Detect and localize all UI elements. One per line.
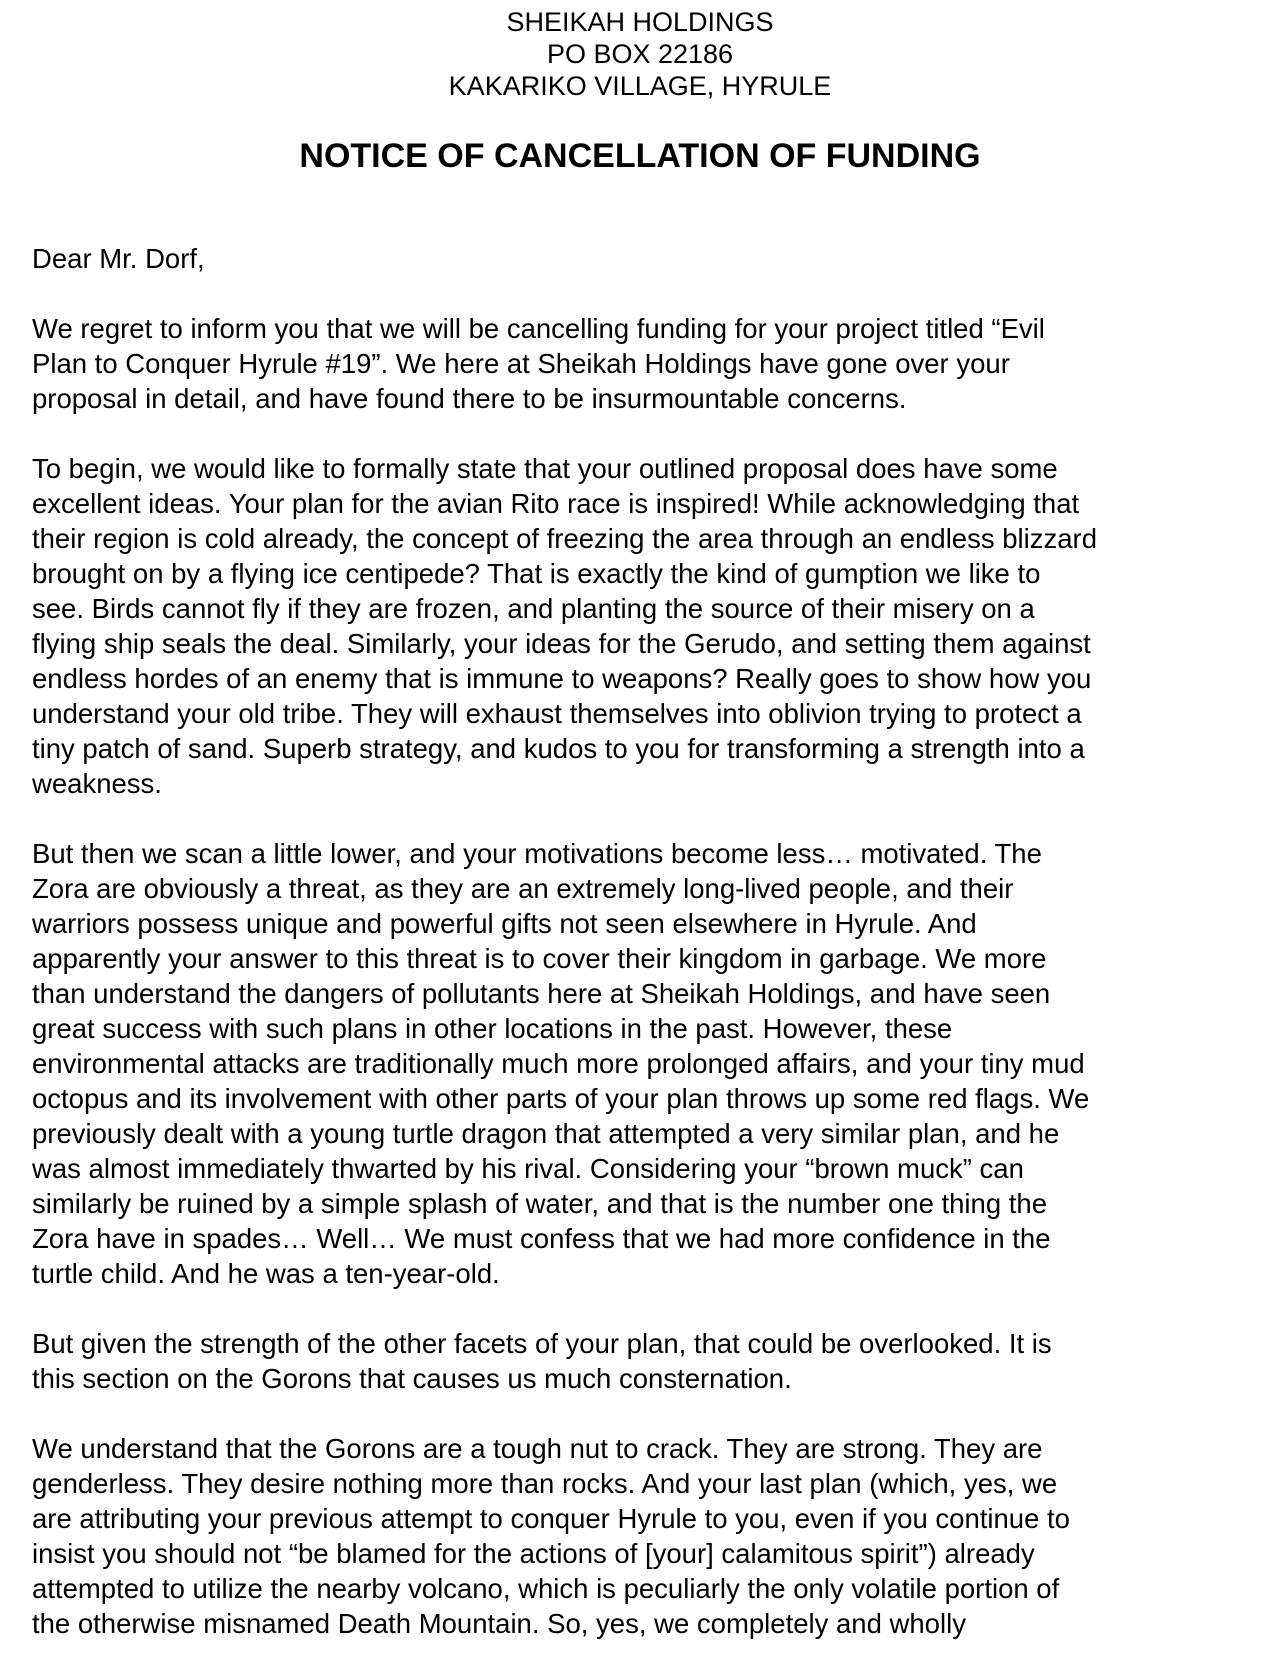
paragraph-2	[32, 451, 1252, 801]
paragraph-line: excellent ideas. Your plan for the avian Rito race is inspired! While acknowledging that	[32, 488, 1080, 519]
paragraph-line: see. Birds cannot fly if they are frozen, and planting the source of their misery on a	[32, 593, 1035, 624]
paragraph-line: endless hordes of an enemy that is immune to weapons? Really goes to show how you	[32, 663, 1092, 694]
company-address: PO BOX 22186	[546, 39, 734, 69]
paragraph-line: To begin, we would like to formally state that your outlined proposal does have some	[32, 453, 1058, 484]
paragraph-5	[32, 1431, 1252, 1641]
paragraph-line: turtle child. And he was a ten-year-old.	[32, 1258, 500, 1289]
paragraph-line: octopus and its involvement with other parts of your plan throws up some red flags. We	[32, 1083, 1090, 1114]
paragraph-line: We regret to inform you that we will be cancelling funding for your project titled “Evil	[32, 313, 1045, 344]
paragraph-1	[32, 311, 1252, 416]
paragraph-line: attempted to utilize the nearby volcano, which is peculiarly the only volatile portion of	[32, 1573, 1060, 1604]
letter-body	[32, 241, 1252, 1676]
paragraph-line: But given the strength of the other facets of your plan, that could be overlooked. It is	[32, 1328, 1052, 1359]
paragraph-line: But then we scan a little lower, and your motivations become less… motivated. The	[32, 838, 1042, 869]
paragraph-line: proposal in detail, and have found there to be insurmountable concerns.	[32, 383, 907, 414]
paragraph-line: Zora are obviously a threat, as they are an extremely long-lived people, and their	[32, 873, 1014, 904]
paragraph-line: environmental attacks are traditionally much more prolonged affairs, and your tiny mud	[32, 1048, 1085, 1079]
paragraph-line: than understand the dangers of pollutants here at Sheikah Holdings, and have seen	[32, 978, 1051, 1009]
paragraph-3	[32, 836, 1252, 1291]
paragraph-4	[32, 1326, 1252, 1396]
paragraph-line: brought on by a flying ice centipede? That is exactly the kind of gumption we like to	[32, 558, 1041, 589]
paragraph-line: We understand that the Gorons are a tough nut to crack. They are strong. They are	[32, 1433, 1043, 1464]
paragraph-line: was almost immediately thwarted by his rival. Considering your “brown muck” can	[32, 1153, 1024, 1184]
paragraph-line: understand your old tribe. They will exhaust themselves into oblivion trying to protect a	[32, 698, 1082, 729]
paragraph-line: similarly be ruined by a simple splash of water, and that is the number one thing the	[32, 1188, 1048, 1219]
company-city: KAKARIKO VILLAGE, HYRULE	[448, 71, 832, 101]
salutation: Dear Mr. Dorf,	[32, 243, 205, 274]
letterhead	[0, 6, 1280, 102]
paragraph-line: flying ship seals the deal. Similarly, your ideas for the Gerudo, and setting them against	[32, 628, 1091, 659]
paragraph-line: apparently your answer to this threat is to cover their kingdom in garbage. We more	[32, 943, 1047, 974]
company-name: SHEIKAH HOLDINGS	[506, 7, 774, 37]
paragraph-line: their region is cold already, the concept of freezing the area through an endless blizzard	[32, 523, 1097, 554]
paragraph-line: insist you should not “be blamed for the actions of [your] calamitous spirit”) already	[32, 1538, 1035, 1569]
paragraph-line: the otherwise misnamed Death Mountain. So, yes, we completely and wholly	[32, 1608, 966, 1639]
paragraph-line: previously dealt with a young turtle dragon that attempted a very similar plan, and he	[32, 1118, 1060, 1149]
paragraph-line: this section on the Gorons that causes us much consternation.	[32, 1363, 792, 1394]
paragraph-line: Plan to Conquer Hyrule #19”. We here at Sheikah Holdings have gone over your	[32, 348, 1010, 379]
paragraph-line: warriors possess unique and powerful gifts not seen elsewhere in Hyrule. And	[32, 908, 977, 939]
paragraph-line: great success with such plans in other locations in the past. However, these	[32, 1013, 953, 1044]
paragraph-line: weakness.	[32, 768, 162, 799]
paragraph-line: are attributing your previous attempt to conquer Hyrule to you, even if you continue to	[32, 1503, 1070, 1534]
paragraph-line: Zora have in spades… Well… We must confess that we had more confidence in the	[32, 1223, 1051, 1254]
paragraph-line: genderless. They desire nothing more than rocks. And your last plan (which, yes, we	[32, 1468, 1058, 1499]
document-title: NOTICE OF CANCELLATION OF FUNDING	[299, 137, 981, 175]
paragraph-line: tiny patch of sand. Superb strategy, and kudos to you for transforming a strength into a	[32, 733, 1085, 764]
